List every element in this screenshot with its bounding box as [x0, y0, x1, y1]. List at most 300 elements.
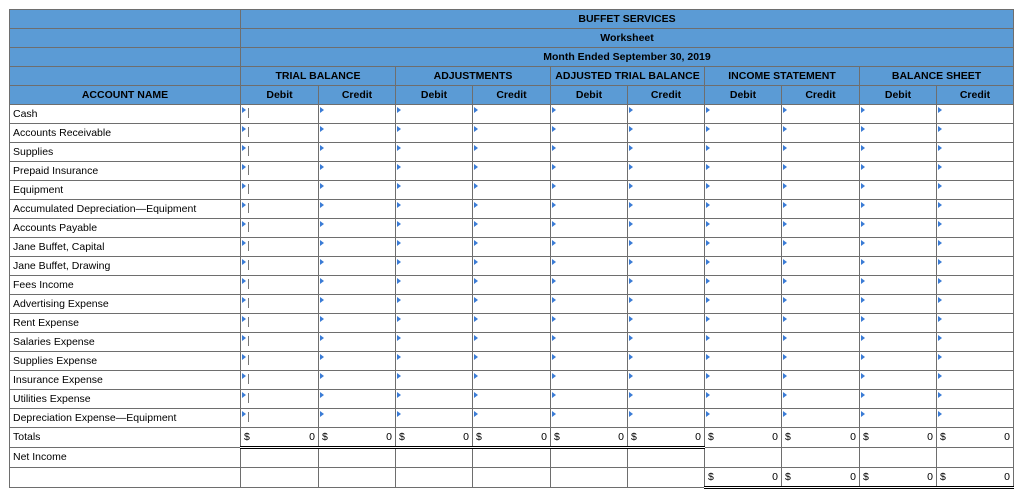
dropdown-arrow-icon	[938, 221, 942, 227]
debit-input-cell[interactable]	[705, 162, 782, 181]
account-name: Prepaid Insurance	[10, 162, 241, 181]
dropdown-arrow-icon	[783, 240, 787, 246]
dropdown-arrow-icon	[320, 297, 324, 303]
credit-input-cell[interactable]	[628, 124, 705, 143]
credit-input-cell[interactable]	[937, 257, 1014, 276]
dropdown-arrow-icon	[397, 411, 401, 417]
dropdown-arrow-icon	[320, 316, 324, 322]
credit-input-cell[interactable]	[937, 200, 1014, 219]
credit-input-cell[interactable]	[782, 409, 860, 428]
dropdown-arrow-icon	[552, 126, 556, 132]
dropdown-arrow-icon	[320, 411, 324, 417]
currency-symbol: $	[322, 430, 328, 443]
debit-input-cell[interactable]	[396, 162, 473, 181]
credit-input-cell[interactable]	[628, 257, 705, 276]
dropdown-arrow-icon	[938, 107, 942, 113]
credit-input-cell[interactable]	[937, 371, 1014, 390]
credit-input-cell[interactable]	[782, 200, 860, 219]
debit-input-cell[interactable]	[705, 390, 782, 409]
debit-input-cell[interactable]	[241, 143, 319, 162]
account-row	[10, 390, 1014, 409]
debit-input-cell[interactable]	[396, 219, 473, 238]
credit-input-cell[interactable]	[319, 448, 396, 468]
credit-input-cell[interactable]	[782, 276, 860, 295]
credit-input-cell[interactable]	[782, 143, 860, 162]
account-row	[10, 314, 1014, 333]
dropdown-arrow-icon	[474, 373, 478, 379]
debit-input-cell[interactable]	[241, 333, 319, 352]
debit-input-cell[interactable]	[860, 390, 937, 409]
dropdown-arrow-icon	[706, 107, 710, 113]
dropdown-arrow-icon	[397, 126, 401, 132]
total-amount-cell	[241, 428, 319, 448]
dropdown-arrow-icon	[397, 202, 401, 208]
credit-input-cell[interactable]	[473, 409, 551, 428]
dropdown-arrow-icon	[706, 126, 710, 132]
dropdown-arrow-icon	[783, 259, 787, 265]
credit-input-cell[interactable]	[473, 105, 551, 124]
debit-input-cell[interactable]	[860, 371, 937, 390]
debit-input-cell[interactable]	[705, 200, 782, 219]
credit-input-cell[interactable]	[473, 295, 551, 314]
credit-input-cell[interactable]	[473, 238, 551, 257]
debit-input-cell[interactable]	[860, 181, 937, 200]
credit-input-cell[interactable]	[319, 219, 396, 238]
account-name: Accounts Receivable	[10, 124, 241, 143]
debit-input-cell[interactable]	[241, 276, 319, 295]
dropdown-arrow-icon	[320, 221, 324, 227]
debit-input-cell[interactable]	[396, 314, 473, 333]
dropdown-arrow-icon	[861, 335, 865, 341]
debit-input-cell[interactable]	[705, 448, 782, 468]
credit-input-cell[interactable]	[319, 143, 396, 162]
debit-input-cell[interactable]	[705, 219, 782, 238]
debit-input-cell[interactable]	[241, 371, 319, 390]
dropdown-arrow-icon	[474, 164, 478, 170]
debit-input-cell[interactable]	[551, 390, 628, 409]
dropdown-arrow-icon	[706, 240, 710, 246]
credit-input-cell[interactable]	[937, 314, 1014, 333]
credit-input-cell[interactable]	[628, 448, 705, 468]
credit-input-cell[interactable]	[319, 295, 396, 314]
debit-input-cell[interactable]	[705, 333, 782, 352]
credit-input-cell[interactable]	[937, 181, 1014, 200]
credit-input-cell[interactable]	[937, 219, 1014, 238]
debit-input-cell[interactable]	[551, 105, 628, 124]
credit-input-cell[interactable]	[319, 124, 396, 143]
dropdown-arrow-icon	[242, 259, 246, 265]
credit-input-cell[interactable]	[473, 162, 551, 181]
credit-input-cell[interactable]	[319, 314, 396, 333]
debit-input-cell[interactable]	[551, 352, 628, 371]
header-blank	[10, 67, 241, 86]
debit-input-cell[interactable]	[241, 238, 319, 257]
dropdown-arrow-icon	[397, 392, 401, 398]
debit-input-cell[interactable]	[396, 143, 473, 162]
dropdown-arrow-icon	[629, 164, 633, 170]
debit-input-cell[interactable]	[551, 257, 628, 276]
credit-input-cell[interactable]	[937, 276, 1014, 295]
credit-input-cell[interactable]	[319, 181, 396, 200]
dropdown-arrow-icon	[552, 202, 556, 208]
credit-input-cell[interactable]	[473, 219, 551, 238]
debit-input-cell[interactable]	[396, 390, 473, 409]
debit-input-cell[interactable]	[705, 276, 782, 295]
dropdown-arrow-icon	[552, 240, 556, 246]
section-adjustments: ADJUSTMENTS	[396, 67, 551, 86]
dropdown-arrow-icon	[783, 411, 787, 417]
credit-input-cell[interactable]	[473, 181, 551, 200]
dropdown-arrow-icon	[552, 411, 556, 417]
dropdown-arrow-icon	[783, 202, 787, 208]
debit-input-cell[interactable]	[705, 409, 782, 428]
dropdown-arrow-icon	[783, 335, 787, 341]
debit-input-cell[interactable]	[241, 219, 319, 238]
credit-input-cell[interactable]	[319, 200, 396, 219]
credit-input-cell[interactable]	[782, 181, 860, 200]
title-row-period	[10, 48, 1014, 67]
dropdown-arrow-icon	[242, 354, 246, 360]
credit-input-cell[interactable]	[782, 257, 860, 276]
debit-input-cell[interactable]	[551, 143, 628, 162]
dropdown-arrow-icon	[629, 183, 633, 189]
debit-input-cell[interactable]	[396, 371, 473, 390]
account-name: Supplies Expense	[10, 352, 241, 371]
dropdown-arrow-icon	[552, 164, 556, 170]
debit-input-cell[interactable]	[396, 276, 473, 295]
credit-input-cell[interactable]	[628, 219, 705, 238]
debit-input-cell[interactable]	[705, 314, 782, 333]
credit-input-cell[interactable]	[937, 105, 1014, 124]
dropdown-arrow-icon	[397, 107, 401, 113]
credit-input-cell[interactable]	[628, 276, 705, 295]
debit-input-cell[interactable]	[705, 181, 782, 200]
amount-value: 0	[618, 430, 624, 443]
credit-input-cell[interactable]	[937, 352, 1014, 371]
credit-input-cell[interactable]	[628, 105, 705, 124]
credit-input-cell[interactable]	[319, 390, 396, 409]
debit-input-cell[interactable]	[551, 200, 628, 219]
debit-input-cell[interactable]	[396, 200, 473, 219]
debit-input-cell[interactable]	[860, 238, 937, 257]
header-blank	[10, 48, 241, 67]
credit-input-cell[interactable]	[628, 238, 705, 257]
blank-cell	[10, 468, 241, 488]
credit-input-cell[interactable]	[782, 448, 860, 468]
credit-input-cell[interactable]	[782, 352, 860, 371]
credit-input-cell[interactable]	[473, 143, 551, 162]
debit-input-cell[interactable]	[860, 124, 937, 143]
credit-input-cell[interactable]	[782, 333, 860, 352]
credit-input-cell[interactable]	[319, 257, 396, 276]
debit-input-cell[interactable]	[241, 314, 319, 333]
credit-input-cell[interactable]	[628, 295, 705, 314]
credit-input-cell[interactable]	[937, 162, 1014, 181]
dropdown-arrow-icon	[861, 164, 865, 170]
debit-input-cell[interactable]	[396, 105, 473, 124]
credit-input-cell[interactable]	[628, 390, 705, 409]
debit-input-cell[interactable]	[551, 238, 628, 257]
account-row	[10, 238, 1014, 257]
debit-input-cell[interactable]	[860, 448, 937, 468]
section-income-statement: INCOME STATEMENT	[705, 67, 860, 86]
credit-input-cell[interactable]	[937, 390, 1014, 409]
total-amount-cell	[628, 428, 705, 448]
dropdown-arrow-icon	[861, 221, 865, 227]
credit-input-cell[interactable]	[628, 409, 705, 428]
dropdown-arrow-icon	[861, 183, 865, 189]
currency-symbol: $	[863, 431, 869, 443]
debit-input-cell[interactable]	[241, 162, 319, 181]
dropdown-arrow-icon	[629, 221, 633, 227]
debit-input-cell[interactable]	[551, 314, 628, 333]
debit-input-cell[interactable]	[860, 314, 937, 333]
debit-input-cell[interactable]	[396, 124, 473, 143]
debit-input-cell[interactable]	[860, 409, 937, 428]
credit-input-cell[interactable]	[473, 333, 551, 352]
debit-input-cell[interactable]	[551, 181, 628, 200]
credit-column-header: Credit	[628, 86, 705, 105]
credit-input-cell[interactable]	[628, 143, 705, 162]
amount-value: 0	[927, 431, 933, 443]
debit-input-cell[interactable]	[551, 162, 628, 181]
debit-input-cell[interactable]	[396, 238, 473, 257]
dropdown-arrow-icon	[474, 126, 478, 132]
credit-input-cell[interactable]	[782, 219, 860, 238]
debit-input-cell[interactable]	[396, 257, 473, 276]
totals-row	[10, 428, 1014, 448]
account-name: Depreciation Expense—Equipment	[10, 409, 241, 428]
debit-input-cell[interactable]	[551, 448, 628, 468]
dropdown-arrow-icon	[938, 335, 942, 341]
credit-input-cell[interactable]	[937, 448, 1014, 468]
debit-input-cell[interactable]	[705, 238, 782, 257]
dropdown-arrow-icon	[706, 183, 710, 189]
debit-input-cell[interactable]	[860, 295, 937, 314]
debit-input-cell[interactable]	[551, 219, 628, 238]
dropdown-arrow-icon	[938, 411, 942, 417]
credit-input-cell[interactable]	[782, 162, 860, 181]
dropdown-arrow-icon	[938, 202, 942, 208]
credit-input-cell[interactable]	[937, 124, 1014, 143]
debit-input-cell[interactable]	[705, 257, 782, 276]
report-name: Worksheet	[241, 29, 1014, 48]
debit-input-cell[interactable]	[396, 448, 473, 468]
credit-input-cell[interactable]	[319, 333, 396, 352]
dropdown-arrow-icon	[474, 354, 478, 360]
debit-input-cell[interactable]	[241, 390, 319, 409]
dropdown-arrow-icon	[320, 202, 324, 208]
debit-input-cell[interactable]	[241, 448, 319, 468]
debit-input-cell[interactable]	[241, 181, 319, 200]
total-amount-cell	[937, 468, 1014, 488]
dropdown-arrow-icon	[938, 183, 942, 189]
dropdown-arrow-icon	[629, 354, 633, 360]
credit-input-cell[interactable]	[937, 295, 1014, 314]
debit-input-cell[interactable]	[551, 276, 628, 295]
credit-input-cell[interactable]	[628, 371, 705, 390]
debit-input-cell[interactable]	[705, 124, 782, 143]
debit-input-cell[interactable]	[396, 333, 473, 352]
dropdown-arrow-icon	[938, 259, 942, 265]
account-row	[10, 257, 1014, 276]
dropdown-arrow-icon	[242, 107, 246, 113]
debit-input-cell[interactable]	[241, 352, 319, 371]
debit-column-header: Debit	[860, 86, 937, 105]
dropdown-arrow-icon	[706, 297, 710, 303]
debit-input-cell[interactable]	[241, 295, 319, 314]
dropdown-arrow-icon	[552, 278, 556, 284]
debit-input-cell[interactable]	[705, 143, 782, 162]
text-cursor-icon	[248, 298, 249, 308]
total-amount-cell	[782, 428, 860, 448]
company-name: BUFFET SERVICES	[241, 10, 1014, 29]
credit-input-cell[interactable]	[628, 162, 705, 181]
debit-input-cell[interactable]	[860, 143, 937, 162]
dropdown-arrow-icon	[474, 297, 478, 303]
debit-input-cell[interactable]	[396, 352, 473, 371]
dropdown-arrow-icon	[320, 107, 324, 113]
debit-input-cell[interactable]	[396, 181, 473, 200]
dropdown-arrow-icon	[552, 297, 556, 303]
dropdown-arrow-icon	[242, 297, 246, 303]
credit-input-cell[interactable]	[782, 238, 860, 257]
debit-input-cell[interactable]	[551, 295, 628, 314]
dropdown-arrow-icon	[629, 240, 633, 246]
dropdown-arrow-icon	[320, 392, 324, 398]
debit-input-cell[interactable]	[860, 105, 937, 124]
credit-input-cell[interactable]	[319, 409, 396, 428]
credit-input-cell[interactable]	[319, 162, 396, 181]
credit-input-cell[interactable]	[628, 333, 705, 352]
dropdown-arrow-icon	[783, 107, 787, 113]
debit-input-cell[interactable]	[241, 409, 319, 428]
credit-input-cell[interactable]	[937, 238, 1014, 257]
debit-input-cell[interactable]	[705, 105, 782, 124]
debit-input-cell[interactable]	[551, 371, 628, 390]
credit-input-cell[interactable]	[473, 314, 551, 333]
credit-input-cell[interactable]	[473, 352, 551, 371]
column-header-row	[10, 86, 1014, 105]
credit-input-cell[interactable]	[937, 143, 1014, 162]
credit-input-cell[interactable]	[782, 105, 860, 124]
amount-value: 0	[309, 430, 315, 443]
credit-input-cell[interactable]	[782, 295, 860, 314]
debit-input-cell[interactable]	[705, 295, 782, 314]
final-totals-row	[10, 468, 1014, 488]
credit-input-cell[interactable]	[782, 314, 860, 333]
dropdown-arrow-icon	[320, 335, 324, 341]
dropdown-arrow-icon	[474, 316, 478, 322]
debit-input-cell[interactable]	[396, 295, 473, 314]
account-row	[10, 181, 1014, 200]
debit-input-cell[interactable]	[860, 276, 937, 295]
account-name: Jane Buffet, Capital	[10, 238, 241, 257]
worksheet-table	[9, 9, 1014, 489]
credit-input-cell[interactable]	[473, 448, 551, 468]
net-income-label: Net Income	[10, 448, 241, 468]
credit-input-cell[interactable]	[319, 238, 396, 257]
dropdown-arrow-icon	[242, 335, 246, 341]
dropdown-arrow-icon	[242, 373, 246, 379]
text-cursor-icon	[248, 127, 249, 137]
credit-input-cell[interactable]	[628, 181, 705, 200]
dropdown-arrow-icon	[474, 202, 478, 208]
credit-input-cell[interactable]	[937, 333, 1014, 352]
dropdown-arrow-icon	[242, 145, 246, 151]
account-name: Rent Expense	[10, 314, 241, 333]
dropdown-arrow-icon	[706, 316, 710, 322]
credit-input-cell[interactable]	[473, 390, 551, 409]
debit-input-cell[interactable]	[860, 352, 937, 371]
text-cursor-icon	[248, 241, 249, 251]
debit-input-cell[interactable]	[551, 124, 628, 143]
dropdown-arrow-icon	[938, 145, 942, 151]
debit-input-cell[interactable]	[241, 105, 319, 124]
debit-input-cell[interactable]	[396, 409, 473, 428]
dropdown-arrow-icon	[706, 278, 710, 284]
dropdown-arrow-icon	[397, 183, 401, 189]
dropdown-arrow-icon	[320, 240, 324, 246]
account-row	[10, 333, 1014, 352]
credit-input-cell[interactable]	[782, 371, 860, 390]
account-name: Utilities Expense	[10, 390, 241, 409]
debit-input-cell[interactable]	[860, 162, 937, 181]
debit-input-cell[interactable]	[551, 333, 628, 352]
dropdown-arrow-icon	[320, 259, 324, 265]
dropdown-arrow-icon	[706, 202, 710, 208]
credit-input-cell[interactable]	[782, 124, 860, 143]
debit-input-cell[interactable]	[860, 200, 937, 219]
debit-input-cell[interactable]	[705, 371, 782, 390]
debit-input-cell[interactable]	[241, 257, 319, 276]
currency-symbol: $	[785, 470, 791, 483]
header-blank	[10, 10, 241, 29]
debit-input-cell[interactable]	[241, 124, 319, 143]
debit-input-cell[interactable]	[705, 352, 782, 371]
credit-input-cell[interactable]	[628, 314, 705, 333]
credit-input-cell[interactable]	[628, 352, 705, 371]
dropdown-arrow-icon	[552, 145, 556, 151]
debit-input-cell[interactable]	[860, 219, 937, 238]
credit-input-cell[interactable]	[319, 105, 396, 124]
credit-input-cell[interactable]	[473, 257, 551, 276]
currency-symbol: $	[708, 431, 714, 443]
debit-input-cell[interactable]	[860, 333, 937, 352]
credit-input-cell[interactable]	[319, 371, 396, 390]
dropdown-arrow-icon	[397, 221, 401, 227]
credit-input-cell[interactable]	[473, 200, 551, 219]
debit-input-cell[interactable]	[241, 200, 319, 219]
credit-input-cell[interactable]	[782, 390, 860, 409]
total-amount-cell	[705, 428, 782, 448]
dropdown-arrow-icon	[706, 221, 710, 227]
credit-input-cell[interactable]	[319, 276, 396, 295]
credit-input-cell[interactable]	[628, 200, 705, 219]
credit-input-cell[interactable]	[473, 276, 551, 295]
credit-input-cell[interactable]	[937, 409, 1014, 428]
debit-input-cell[interactable]	[860, 257, 937, 276]
text-cursor-icon	[248, 393, 249, 403]
credit-input-cell[interactable]	[319, 352, 396, 371]
credit-input-cell[interactable]	[473, 371, 551, 390]
dropdown-arrow-icon	[242, 411, 246, 417]
dropdown-arrow-icon	[397, 373, 401, 379]
blank-cell	[551, 468, 628, 488]
credit-input-cell[interactable]	[473, 124, 551, 143]
debit-column-header: Debit	[705, 86, 782, 105]
debit-input-cell[interactable]	[551, 409, 628, 428]
